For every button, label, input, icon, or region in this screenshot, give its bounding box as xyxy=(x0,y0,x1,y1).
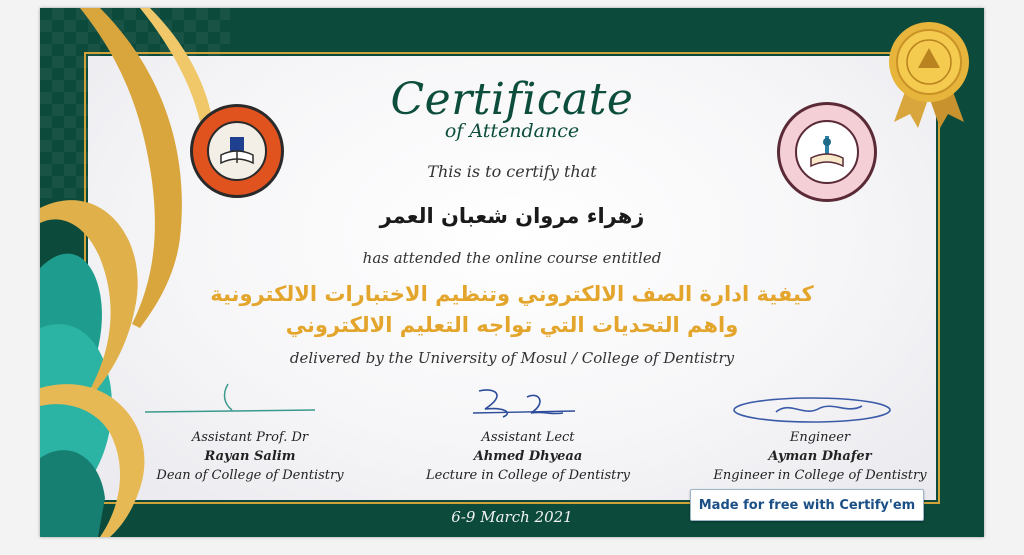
certificate-title: Certificate xyxy=(390,74,634,125)
signature-3 xyxy=(730,390,900,430)
delivered-text: delivered by the University of Mosul / College of Dentistry xyxy=(289,349,735,367)
signatory-3 xyxy=(690,428,950,486)
signatory-1 xyxy=(120,428,380,486)
signatory-2-name: Ahmed Dhyeaa xyxy=(473,449,583,464)
signatory-2-role: Lecture in College of Dentistry xyxy=(426,468,630,483)
signatory-1-role: Dean of College of Dentistry xyxy=(156,468,344,483)
signature-2 xyxy=(465,383,585,425)
gold-medal-ribbon-icon xyxy=(880,18,978,130)
signatory-1-title: Assistant Prof. Dr xyxy=(191,430,309,445)
certify-text: This is to certify that xyxy=(427,162,597,181)
certifyem-badge[interactable]: Made for free with Certify'em xyxy=(690,489,924,521)
signature-1 xyxy=(140,380,320,420)
course-title-line-2: واهم التحديات التي تواجه التعليم الالكتروني xyxy=(285,313,739,337)
signatory-1-name: Rayan Salim xyxy=(204,449,296,464)
signatory-2-title: Assistant Lect xyxy=(481,430,575,445)
course-title xyxy=(40,279,984,341)
signatory-3-title: Engineer xyxy=(789,430,851,445)
certificate-frame xyxy=(40,8,984,537)
recipient-name: زهراء مروان شعبان العمر xyxy=(379,204,645,228)
signatory-3-name: Ayman Dhafer xyxy=(768,449,872,464)
attended-text: has attended the online course entitled xyxy=(362,249,662,267)
certificate-subtitle: of Attendance xyxy=(444,120,580,142)
signatory-3-role: Engineer in College of Dentistry xyxy=(713,468,927,483)
certificate-date: 6-9 March 2021 xyxy=(451,508,573,526)
course-title-line-1: كيفية ادارة الصف الالكتروني وتنظيم الاختبارات الالكترونية xyxy=(210,282,814,306)
signatory-2 xyxy=(398,428,658,486)
